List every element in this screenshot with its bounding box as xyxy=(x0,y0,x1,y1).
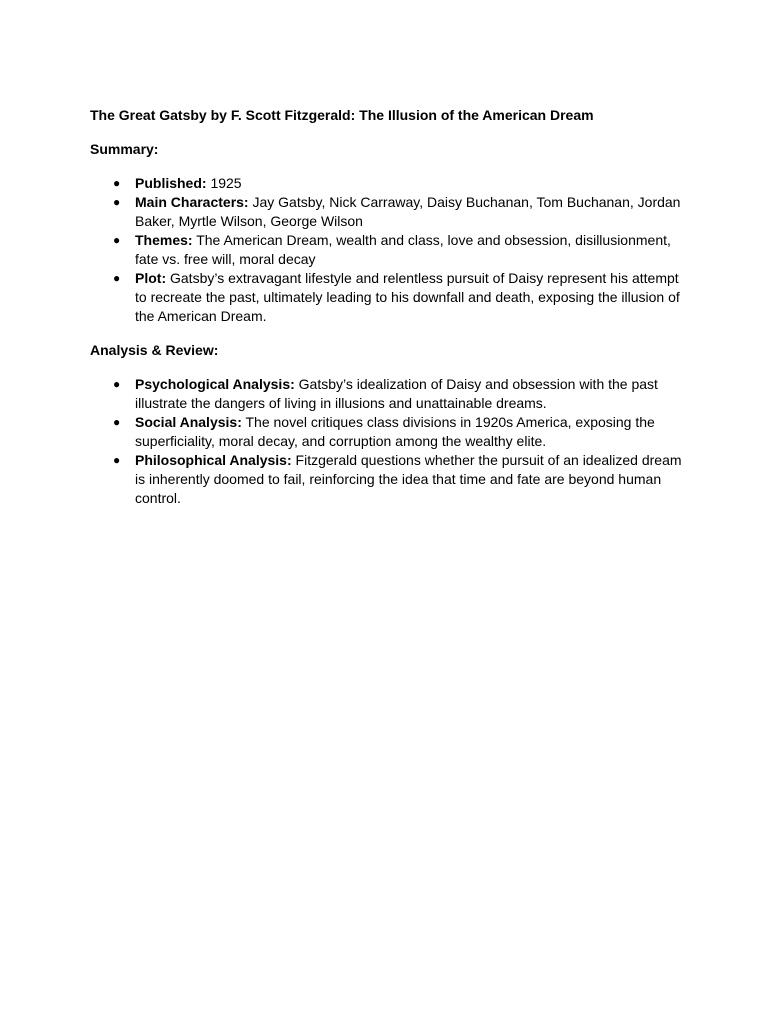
item-term: Main Characters: xyxy=(135,194,249,210)
item-term: Psychological Analysis: xyxy=(135,376,295,392)
item-text: Gatsby’s extravagant lifestyle and relentless pursuit of Daisy represent his attempt to recreate the past, ultimately leading to his downfall and death, exposing the illusion of the American Dream. xyxy=(135,270,680,324)
item-text: Gatsby’s idealization of Daisy and obsession with the past illustrate the dangers of living in illusions and unattainable dreams. xyxy=(135,376,658,411)
summary-heading: Summary: xyxy=(90,141,159,157)
bullet-icon: ● xyxy=(113,453,121,467)
bullet-icon: ● xyxy=(113,233,121,247)
document-page xyxy=(90,106,690,508)
item-text: Jay Gatsby, Nick Carraway, Daisy Buchanan, Tom Buchanan, Jordan Baker, Myrtle Wilson, George Wilson xyxy=(135,194,681,229)
list-item xyxy=(90,451,690,508)
document-title: The Great Gatsby by F. Scott Fitzgerald: The Illusion of the American Dream xyxy=(90,107,594,123)
bullet-icon: ● xyxy=(113,195,121,209)
list-item xyxy=(90,375,690,413)
item-text: Fitzgerald questions whether the pursuit of an idealized dream is inherently doomed to fail, reinforcing the idea that time and fate are beyond human control. xyxy=(135,452,682,506)
list-item xyxy=(90,174,690,193)
item-term: Themes: xyxy=(135,232,193,248)
item-text: The American Dream, wealth and class, love and obsession, disillusionment, fate vs. free will, moral decay xyxy=(135,232,671,267)
summary-list xyxy=(90,174,690,326)
item-term: Philosophical Analysis: xyxy=(135,452,292,468)
list-item xyxy=(90,193,690,231)
item-term: Published: xyxy=(135,175,207,191)
list-item xyxy=(90,269,690,326)
bullet-icon: ● xyxy=(113,377,121,391)
analysis-list xyxy=(90,375,690,508)
list-item xyxy=(90,413,690,451)
item-term: Plot: xyxy=(135,270,167,286)
bullet-icon: ● xyxy=(113,176,121,190)
bullet-icon: ● xyxy=(113,415,121,429)
analysis-heading: Analysis & Review: xyxy=(90,342,219,358)
item-text: The novel critiques class divisions in 1920s America, exposing the superficiality, moral decay, and corruption among the wealthy elite. xyxy=(135,414,655,449)
list-item xyxy=(90,231,690,269)
item-text: 1925 xyxy=(206,175,242,191)
bullet-icon: ● xyxy=(113,271,121,285)
item-term: Social Analysis: xyxy=(135,414,242,430)
